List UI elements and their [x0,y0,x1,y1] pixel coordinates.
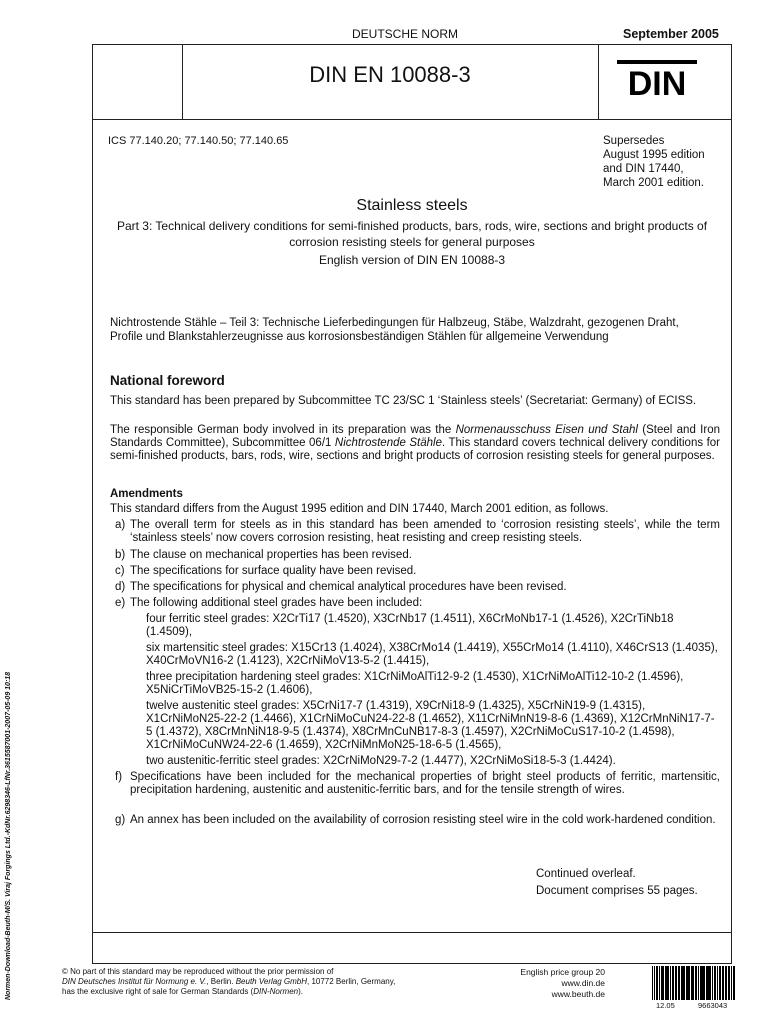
barcode-bar [725,966,727,1000]
barcode-bar [695,966,696,1000]
bottom-rule [92,932,732,933]
page-count: Document comprises 55 pages. [536,885,698,897]
steel-grade-group: four ferritic steel grades: X2CrTi17 (1.4520), X3CrNb17 (1.4511), X6CrMoNb17-1 (1.4526), X2CrTiNb18 (1.4509), [146,613,674,638]
price-group: English price group 20 [520,967,605,977]
supersedes-note: Supersedes August 1995 edition and DIN 17440, March 2001 edition. [603,135,705,189]
svg-text:DIN: DIN [627,65,687,96]
ics-codes: ICS 77.140.20; 77.140.50; 77.140.65 [108,135,289,147]
copyright-notice: © No part of this standard may be reproduced without the prior permission of DIN Deutsches Institut für Normung e. V., Berlin. Beuth Verlag GmbH, 10772 Berlin, Germany, has the exclusive right of sale for German Standards (DIN-Normen). [62,967,396,996]
barcode-bar [652,966,653,1000]
barcode-bar [657,966,658,1000]
amendments-heading: Amendments [110,488,183,500]
download-watermark: Normen-Download-Beuth-M/S. Viraj Forgings Ltd.-KdNr.6298346-LfNr.3615587001-2007-05-09 10:18 [5,671,12,1000]
steel-grade-group: six martensitic steel grades: X15Cr13 (1.4024), X38CrMo14 (1.4419), X55CrMo14 (1.4110), X46CrS13 (1.4035), X40CrMoVN16-2 (1.4123), X2CrNiMoV13-5-2 (1.4415), [146,642,718,667]
barcode-date: 12.05 [656,1001,675,1010]
list-item: d) The specifications for physical and chemical analytical procedures have been revised. [115,581,567,593]
list-item: f) Specifications have been included for the mechanical properties of bright steel products of ferritic, martensitic, precipitation hardening, austenitic and austenitic-ferritic bars, and for the tensile strength of wires. [115,771,720,796]
list-item: e) The following additional steel grades have been included: [115,597,423,609]
din-website-link[interactable]: www.din.de [561,978,605,988]
barcode-bar [731,966,732,1000]
barcode-bar [720,966,721,1000]
title-bottom-rule [92,119,732,120]
barcode-bar [715,966,716,1000]
barcode-bar [700,966,701,1000]
barcode-bar [667,966,668,1000]
main-heading: Stainless steels [356,197,468,214]
national-foreword-heading: National foreword [110,373,225,388]
header-norm-label: DEUTSCHE NORM [352,27,459,41]
subtitle: Part 3: Technical delivery conditions for semi-finished products, bars, rods, wire, sections and bright products of corrosion resisting steels for general purposes [116,219,708,249]
continued-overleaf: Continued overleaf. [536,868,636,880]
list-item: a) The overall term for steels as in this standard has been amended to ‘corrosion resisting steels’, while the term ‘stainless steels’ now covers corrosion resisting, heat resisting and creep resisting steels. [115,519,720,544]
list-item: b) The clause on mechanical properties has been revised. [115,549,412,561]
list-item: g) An annex has been included on the availability of corrosion resisting steel wire in the cold work-hardened condition. [115,814,716,826]
din-logo [617,60,697,96]
german-title: Nichtrostende Stähle – Teil 3: Technische Lieferbedingungen für Halbzeug, Stäbe, Walzdraht, gezogenen Draht, Profile und Blankstahlerzeugnisse aus korrosionsbeständigen Stählen für allgemeine Verwendung [110,317,679,343]
barcode [652,966,736,1000]
foreword-paragraph-1: This standard has been prepared by Subcommittee TC 23/SC 1 ‘Stainless steels’ (Secretariat: Germany) of ECISS. [110,395,697,407]
title-divider-right [598,44,599,119]
barcode-bar [688,966,689,1000]
header-date: September 2005 [623,27,719,41]
barcode-number: 9663043 [698,1001,728,1010]
continuation-note [536,866,698,900]
beuth-website-link[interactable]: www.beuth.de [551,989,605,999]
price-and-links [510,967,605,1000]
barcode-bar [662,966,664,1000]
foreword-paragraph-2: The responsible German body involved in its preparation was the Normenausschuss Eisen und Stahl (Steel and Iron Standards Committee), Subcommittee 06/1 Nichtrostende Stähle. This standard covers technical delivery conditions for semi-finished products, bars, rods, wire, sections and bright products of corrosion resisting steels for general purposes. [110,424,721,462]
steel-grade-group: twelve austenitic steel grades: X5CrNi17-7 (1.4319), X9CrNi18-9 (1.4325), X5CrNiN19-9 (1.4315), X1CrNiMoN25-22-2 (1.4466), X1CrNiMoCuN24-22-8 (1.4652), X11CrNiMnN19-8-6 (1.4369), X12CrMnNiN17-7-5 (1.4372), X8CrMnNiN18-9-5 (1.4374), X8CrMnCuNB17-8-3 (1.4597), X2CrNiMoCuS17-10-2 (1.4598), X1CrNiMoCuNW24-22-6 (1.4659), X2CrNiMnMoN25-18-6-5 (1.4565), [146,700,715,751]
barcode-bar [710,966,711,1000]
barcode-bar [683,966,684,1000]
barcode-bar [678,966,680,1000]
steel-grade-group: three precipitation hardening steel grades: X1CrNiMoAlTi12-9-2 (1.4530), X1CrNiMoAlTi12-10-2 (1.4596), X5NiCrTiMoVB25-15-2 (1.4606), [146,671,684,696]
document-title: DIN EN 10088-3 [309,62,471,87]
english-version-note: English version of DIN EN 10088-3 [318,253,506,267]
list-item: c) The specifications for surface quality have been revised. [115,565,417,577]
barcode-bar [734,966,735,1000]
barcode-bar [673,966,674,1000]
amendments-intro: This standard differs from the August 1995 edition and DIN 17440, March 2001 edition, as follows. [110,503,609,515]
steel-grade-group: two austenitic-ferritic steel grades: X2CrNiMoN29-7-2 (1.4477), X2CrNiMoSi18-5-3 (1.4424). [146,755,616,767]
barcode-bar [704,966,705,1000]
